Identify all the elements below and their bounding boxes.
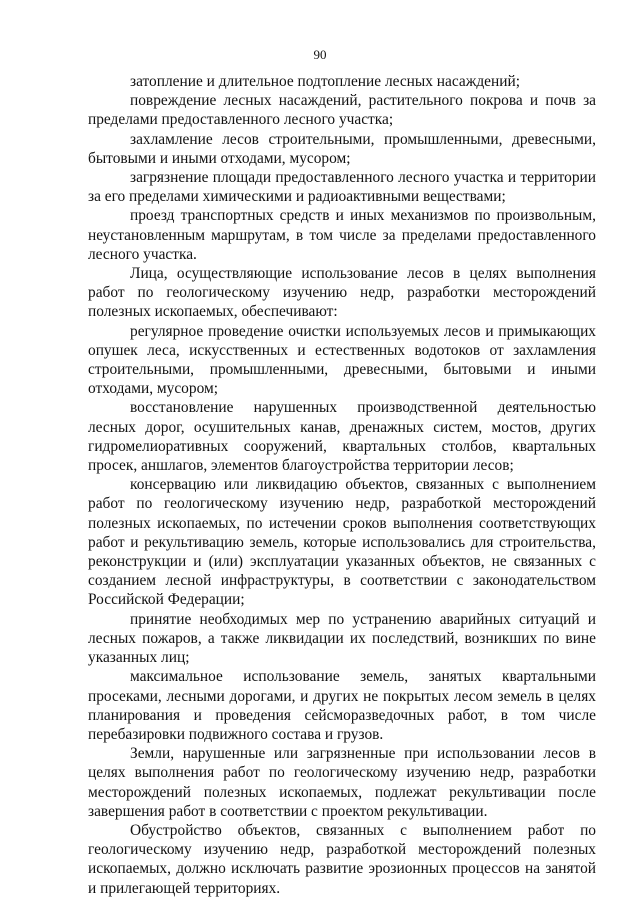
paragraph-flooding: затопление и длительное подтопление лесных насаждений;: [130, 73, 520, 90]
page-number: 90: [313, 47, 327, 62]
paragraph-regular-cleaning: регулярное проведение очистки используемых лесов и примыкающих опушек леса, искусственных и естественных водотоков от захламления строительными, промышленными, древесными, бытовыми и иными отходами, мусором;: [88, 322, 596, 398]
paragraph-damage: повреждение лесных насаждений, растительного покрова и почв за пределами предоставленного лесного участка;: [88, 92, 596, 129]
paragraph-emergency-measures: принятие необходимых мер по устранению аварийных ситуаций и лесных пожаров, а также ликвидации их последствий, возникших по вине указанных лиц;: [88, 610, 596, 667]
paragraph-restoration: восстановление нарушенных производственной деятельностью лесных дорог, осушительных канав, дренажных систем, мостов, других гидромелиоративных сооружений, квартальных столбов, квартальных просек, аншлагов, элементов благоустройства территории лесов;: [88, 399, 596, 475]
paragraph-persons-obligations: Лица, осуществляющие использование лесов в целях выполнения работ по геологическому изучению недр, разработки месторождений полезных ископаемых, обеспечивают:: [88, 265, 596, 321]
paragraph-land-reclamation: Земли, нарушенные или загрязненные при использовании лесов в целях выполнения работ по геологическому изучению недр, разработки месторождений полезных ископаемых, подлежат рекультивации после завершения работ в соответствии с проектом рекультивации.: [88, 745, 596, 820]
paragraph-littering: захламление лесов строительными, промышленными, древесными, бытовыми и иными отходами, мусором;: [88, 130, 596, 167]
paragraph-facilities-arrangement: Обустройство объектов, связанных с выполнением работ по геологическому изучению недр, разработкой месторождений полезных ископаемых, должно исключать развитие эрозионных процессов на занятой и прилегающей территориях.: [88, 821, 596, 897]
paragraph-vehicle-passage: проезд транспортных средств и иных механизмов по произвольным, неустановленным маршрутам, в том числе за пределами предоставленного лесного участка.: [88, 207, 596, 263]
paragraph-max-land-use: максимальное использование земель, занятых квартальными просеками, лесными дорогами, и других не покрытых лесом земель в целях планирования и проведения сейсморазведочных работ, в том числе перебазировки подвижного состава и грузов.: [88, 668, 596, 743]
paragraph-conservation: консервацию или ликвидацию объектов, связанных с выполнением работ по геологическому изучению недр, разработкой месторождений полезных ископаемых, по истечении сроков выполнения соответствующих работ и рекультивацию земель, которые использовались для строительства, реконструкции и (или) эксплуатации указанных объектов, не связанных с созданием лесной инфраструктуры, в соответствии с законодательством Российской Федерации;: [88, 476, 596, 609]
document-body: [88, 72, 596, 898]
paragraph-contamination: загрязнение площади предоставленного лесного участка и территории за его пределами химическими и радиоактивными веществами;: [88, 169, 596, 206]
